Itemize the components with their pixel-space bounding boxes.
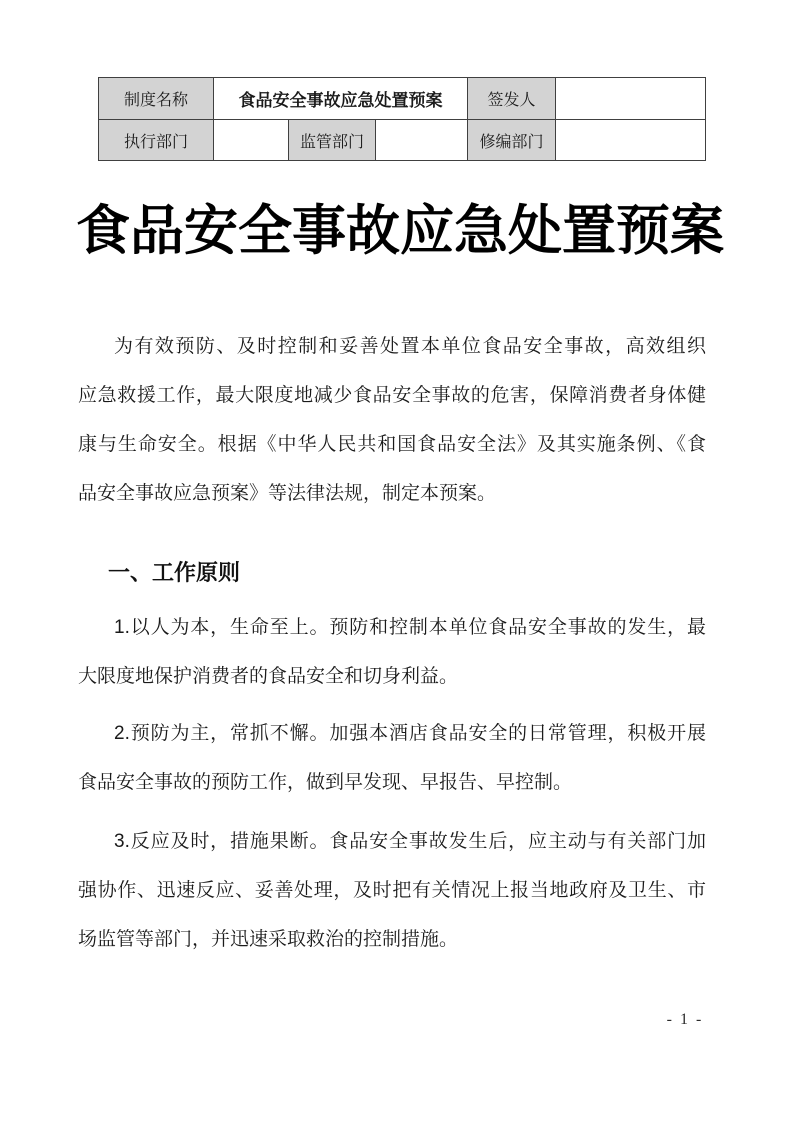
document-body <box>78 322 706 964</box>
text-line: 1.以人为本，生命至上。预防和控制本单位食品安全事故的发生，最 <box>114 617 706 638</box>
text-line: 康与生命安全。根据《中华人民共和国食品安全法》及其实施条例、《食 <box>78 434 706 455</box>
document-info-table <box>98 77 706 161</box>
supervisory-dept-label-cell: 监管部门 <box>289 120 376 161</box>
exec-dept-label-cell: 执行部门 <box>99 120 214 161</box>
section-heading-work-principles: 一、工作原则 <box>108 560 241 585</box>
text-line: 大限度地保护消费者的食品安全和切身利益。 <box>78 666 459 687</box>
text-line: 食品安全事故的预防工作，做到早发现、早报告、早控制。 <box>78 772 573 793</box>
document-title: 食品安全事故应急处置预案 <box>76 201 724 261</box>
text-line: 品安全事故应急预案》等法律法规，制定本预案。 <box>78 483 497 504</box>
issuer-value-cell <box>556 78 706 120</box>
principle-paragraph-1 <box>78 603 706 701</box>
system-name-value-cell: 食品安全事故应急处置预案 <box>214 78 468 120</box>
system-name-label-cell: 制度名称 <box>99 78 214 120</box>
supervisory-dept-value-cell <box>376 120 468 161</box>
text-line: 为有效预防、及时控制和妥善处置本单位食品安全事故，高效组织 <box>114 336 706 357</box>
text-line: 场监管等部门，并迅速采取救治的控制措施。 <box>78 929 459 950</box>
text-line: 2.预防为主，常抓不懈。加强本酒店食品安全的日常管理，积极开展 <box>114 723 706 744</box>
issuer-label-cell: 签发人 <box>468 78 556 120</box>
exec-dept-value-cell <box>214 120 289 161</box>
revision-dept-value-cell <box>556 120 706 161</box>
principle-paragraph-2 <box>78 709 706 807</box>
text-line: 强协作、迅速反应、妥善处理，及时把有关情况上报当地政府及卫生、市 <box>78 880 706 901</box>
intro-paragraph <box>78 322 706 518</box>
page-number: - 1 - <box>666 1011 704 1028</box>
text-line: 应急救援工作，最大限度地减少食品安全事故的危害，保障消费者身体健 <box>78 385 706 406</box>
text-line: 3.反应及时，措施果断。食品安全事故发生后，应主动与有关部门加 <box>114 831 706 852</box>
revision-dept-label-cell: 修编部门 <box>468 120 556 161</box>
principle-paragraph-3 <box>78 817 706 964</box>
